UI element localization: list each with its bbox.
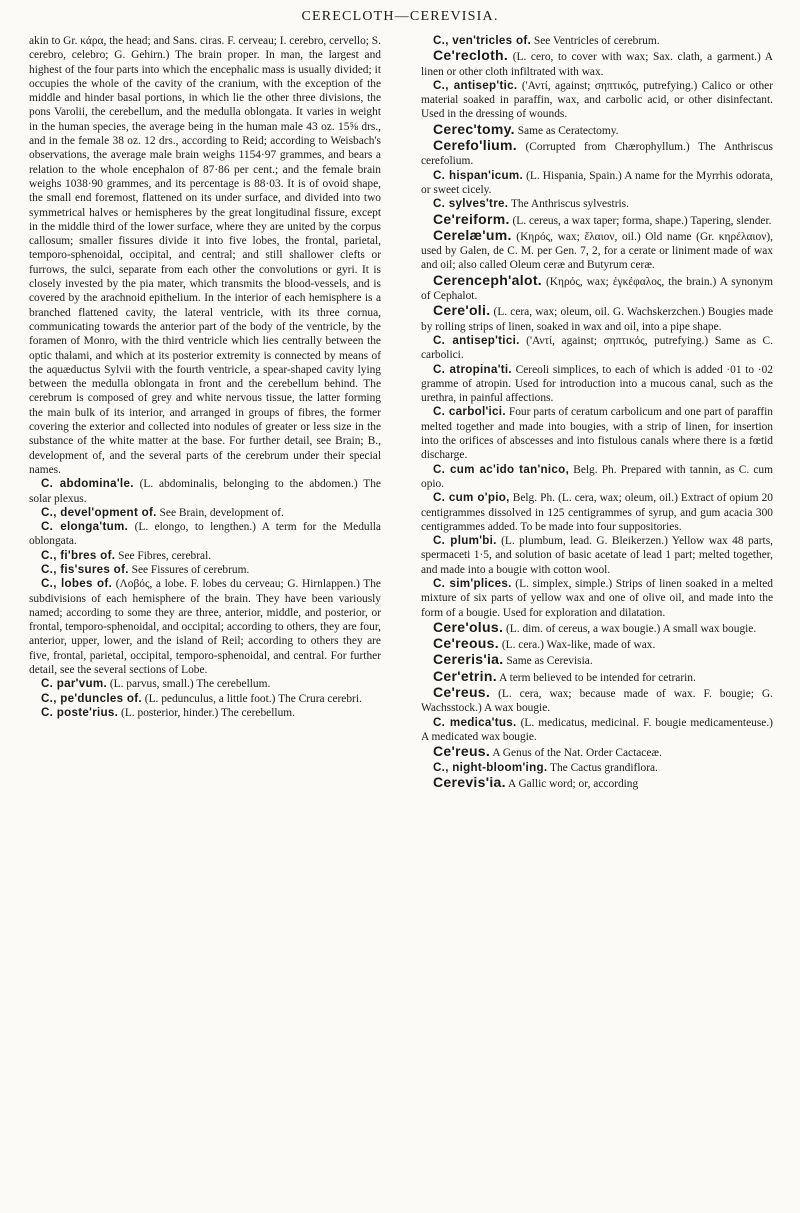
dictionary-entry: [421, 138, 773, 169]
entry-definition: See Fibres, cerebral.: [118, 549, 212, 562]
dictionary-entry: [421, 761, 773, 775]
entry-definition: (L. cero, to cover with wax; Sax. clath, a garment.) A linen or other cloth infiltrated with wax.: [421, 51, 773, 78]
entry-headword: C. par'vum.: [41, 677, 107, 691]
dictionary-entry: [421, 685, 773, 716]
dictionary-entry: [421, 363, 773, 406]
dictionary-entry: [421, 620, 773, 636]
entry-definition: (L. cera, wax; because made of wax. F. bougie; G. Wachsstock.) A wax bougie.: [421, 688, 773, 715]
entry-headword: C. carbol'ici.: [433, 405, 506, 419]
entry-headword: Cereris'ia.: [433, 651, 504, 668]
entry-definition: (L. posterior, hinder.) The cerebellum.: [121, 706, 295, 719]
entry-headword: C., devel'opment of.: [41, 505, 157, 519]
entry-headword: Cerevis'ia.: [433, 773, 506, 790]
entry-definition: (L. plumbum, lead. G. Bleikerzen.) Yellow wax 48 parts, spermaceti 1·5, and solution of basic acetate of lead 1 part; melted together, and made into a bougie with cotton wool.: [421, 535, 773, 576]
dictionary-entry: [29, 677, 381, 691]
dictionary-entry: [421, 669, 773, 685]
dictionary-entry: [29, 477, 381, 506]
entry-definition: See Ventricles of cerebrum.: [533, 35, 660, 47]
dictionary-entry: [421, 744, 773, 760]
entry-headword: Cerelæ'um.: [433, 226, 512, 243]
dictionary-entry: [421, 212, 773, 228]
entry-headword: Cerenceph'alot.: [433, 271, 542, 288]
entry-headword: C., ven'tricles of.: [433, 34, 532, 47]
entry-definition: Belg. Ph. Prepared with tannin, as C. cum opio.: [421, 463, 773, 490]
dictionary-entry: [421, 775, 773, 791]
entry-headword: C., antisep'tic.: [433, 78, 518, 92]
dictionary-entry: [421, 169, 773, 198]
entry-definition: (L. dim. of cereus, a wax bougie.) A small wax bougie.: [506, 622, 757, 635]
dictionary-entry: [29, 34, 381, 477]
entry-definition: Same as Ceratectomy.: [517, 124, 619, 137]
dictionary-entry: [29, 706, 381, 720]
entry-definition: Cereoli simplices, to each of which is added ·01 to ·02 gramme of atropin. Used for introduction into a mucous canal, such as the urethra, in painful affections.: [421, 363, 773, 405]
entry-definition: akin to Gr. κάρα, the head; and Sans. ciras. F. cerveau; I. cerebro, cervello; S. cerebro, celebro; G. Gehirn.) The brain proper. In man, the largest and highest of the four parts into which the encephalic mass is usually divided; it occupies the whole of the cavity of the cranium, with the exception of the middle and hinder basal portions, in which lie the other three divisions, the pons Varolii, the cerebellum, and the medulla oblongata. It varies in weight in the human species, the average being in the human male 43 oz. 15⅝ drs., and in the female 38 oz. 12 drs., according to Reid; according to Weisbach's observations, the average male brain weighs 1154·97 grammes, and bears a relation to the whole encephalon of 87·86 per cent.; and the female brain weighs 1038·90 grammes, and its percentage is 88·03. It is of ovoid shape, the small end foremost, flattened on its under surface, and divided into two symmetrical halves or hemispheres by the great longitudinal fissure, except in the middle third of the lower surface, where they are united by the corpus callosum; smaller fissures divide it into five lobes, the frontal, parietal, temporo-sphenoidal, occipital, and central; and still shallower clefts or furrows, the sulci, separate from each other the convolutions or gyri. It is closely invested by the pia mater, which transmits the blood-vessels, and is covered by the arachnoid epithelium. In the interior of each hemisphere is a branched flattened cavity, the lateral ventricle, with its three cornua, communicating towards the anterior part of the body of the ventricle, by the foramen of Monro, with the third ventricle which lies centrally between the optic thalami, and which at its posterior extremity is connected by means of the aquæductus Sylvii with the fourth ventricle, a spear-shaped cavity lying between the medulla oblongata in front and the cerebellum behind. The cerebrum is composed of grey and white nervous tissue, the latter forming the main bulk of its interior, and arranged in groups of fibres, the former covering the exterior and collected into nodules of greater or less size in the substance of the white matter at the base. For further detail, see Brain; B., development of, and the several parts of the cerebrum under their special names.: [29, 35, 381, 476]
entry-headword: Ce'recloth.: [433, 47, 509, 64]
entry-headword: Cerec'tomy.: [433, 120, 515, 137]
entry-headword: C. poste'rius.: [41, 705, 119, 719]
entry-definition: (L. pedunculus, a little foot.) The Crura cerebri.: [144, 692, 362, 705]
entry-headword: C., pe'duncles of.: [41, 691, 142, 705]
dictionary-entry: [421, 334, 773, 363]
entry-headword: C., lobes of.: [41, 577, 113, 591]
entry-definition: (L. elongo, to lengthen.) A term for the Medulla oblongata.: [29, 521, 381, 548]
dictionary-entry: [421, 273, 773, 304]
entry-definition: (L. cera, wax; oleum, oil. G. Wachskerzchen.) Bougies made by rolling strips of linen, soaked in wax and oil, into a pipe shape.: [421, 306, 773, 333]
dictionary-entry: [421, 303, 773, 334]
entry-headword: Ce'reus.: [433, 684, 491, 701]
entry-headword: C., fi'bres of.: [41, 548, 116, 562]
entry-headword: Cerefo'lium.: [433, 137, 517, 154]
entry-definition: (L. Hispania, Spain.) A name for the Myrrhis odorata, or sweet cicely.: [421, 169, 773, 196]
entry-headword: C. antisep'tici.: [433, 333, 520, 347]
entry-definition: (Κηρός, wax; ἐγκέφαλος, the brain.) A synonym of Cephalot.: [421, 275, 773, 303]
entry-headword: Cer'etrin.: [433, 667, 497, 684]
entry-headword: Cere'oli.: [433, 302, 491, 319]
dictionary-entry: [421, 491, 773, 534]
dictionary-entry: [421, 228, 773, 273]
entry-definition: The Anthriscus sylvestris.: [510, 198, 629, 211]
entry-headword: C. cum o'pio,: [433, 491, 510, 505]
entry-definition: (L. cera.) Wax-like, made of wax.: [501, 639, 656, 652]
entry-headword: Ce'reiform.: [433, 210, 510, 227]
entry-definition: (L. abdominalis, belonging to the abdomen.) The solar plexus.: [29, 478, 381, 505]
entry-definition: A Gallic word; or, according: [508, 777, 639, 790]
entry-definition: (L. simplex, simple.) Strips of linen soaked in a melted mixture of six parts of yellow wax and one of olive oil, and made into the form of a bougie. Used for exploration and dilatation.: [421, 577, 773, 619]
entry-headword: C. medica'tus.: [433, 715, 517, 729]
dictionary-entry: [29, 692, 381, 706]
dictionary-entry: [29, 520, 381, 549]
entry-headword: Ce'reous.: [433, 635, 499, 652]
entry-headword: C. plum'bi.: [433, 534, 497, 548]
running-head: CERECLOTH—CEREVISIA.: [301, 9, 499, 24]
dictionary-entry: [421, 534, 773, 577]
entry-headword: C. cum ac'ido tan'nico,: [433, 462, 570, 476]
entry-headword: C. abdomina'le.: [41, 477, 134, 491]
entry-definition: Same as Cerevisia.: [506, 655, 593, 668]
entry-definition: (Κηρός, wax; ἔλαιον, oil.) Old name (Gr. κηρέλαιον), used by Galen, de C. M. per Gen. 7, 2, for a cerate or liniment made of wax and oil; also called Oleum ceræ and Butyrum ceræ.: [421, 230, 773, 272]
entry-headword: C. elonga'tum.: [41, 520, 129, 534]
dictionary-entry: [421, 122, 773, 138]
left-column: [29, 34, 381, 1204]
entry-definition: Four parts of ceratum carbolicum and one part of paraffin melted together and made into bougies, with a strip of linen, for insertion into the orifices of abscesses and into fistulous canals where there is a fœtid discharge.: [421, 406, 773, 462]
dictionary-entry: [421, 79, 773, 122]
dictionary-entry: [421, 463, 773, 492]
entry-headword: C., fis'sures of.: [41, 562, 129, 576]
dictionary-entry: [421, 636, 773, 652]
entry-headword: Cere'olus.: [433, 618, 504, 635]
entry-headword: C. sim'plices.: [433, 576, 512, 590]
entry-definition: (L. parvus, small.) The cerebellum.: [109, 678, 271, 691]
dictionary-entry: [421, 34, 773, 48]
entry-definition: A Genus of the Nat. Order Cactaceæ.: [492, 747, 662, 760]
entry-definition: A term believed to be intended for cetrarin.: [499, 671, 696, 684]
dictionary-entry: [421, 652, 773, 668]
entry-headword: Ce'reus.: [433, 743, 491, 760]
entry-headword: C. hispan'icum.: [433, 168, 523, 182]
entry-headword: C. sylves'tre.: [433, 197, 509, 211]
entry-definition: (L. cereus, a wax taper; forma, shape.) Tapering, slender.: [512, 214, 772, 227]
entry-definition: ('Αντί, against; σηπτικός, putrefying.) Same as C. carbolici.: [421, 334, 773, 362]
entry-headword: C., night-bloom'ing.: [433, 760, 548, 774]
entry-definition: ('Αντί, against; σηπτικός, putrefying.) Calico or other material soaked in paraffin, wax, and carbolic acid, or other disinfectant. Used in the dressing of wounds.: [421, 79, 773, 121]
dictionary-entry: [421, 48, 773, 79]
entry-headword: C. atropina'ti.: [433, 362, 512, 376]
dictionary-entry: [421, 405, 773, 462]
dictionary-entry: [421, 716, 773, 745]
entry-definition: See Brain, development of.: [159, 506, 284, 519]
dictionary-entry: [421, 197, 773, 211]
entry-definition: (L. medicatus, medicinal. F. bougie medicamenteuse.) A medicated wax bougie.: [421, 716, 773, 743]
dictionary-entry: [29, 563, 381, 577]
entry-definition: (Λοβός, a lobe. F. lobes du cerveau; G. Hirnlappen.) The subdivisions of each hemisphere of the brain. They have been variously named; according to some they are three, anterior, middle, and posterior, or frontal, temporo-sphenoidal, and occipital; according to others, they are four, anterior, upper, lower, and the island of Reil; according to others they are five, frontal, parietal, occipital, temporo-sphenoidal, and central. For further detail, see the several sections of Lobe.: [29, 578, 381, 677]
entry-definition: See Fissures of cerebrum.: [131, 563, 250, 576]
dictionary-entry: [421, 577, 773, 620]
dictionary-entry: [29, 549, 381, 563]
dictionary-entry: [29, 506, 381, 520]
entry-definition: (Corrupted from Chærophyllum.) The Anthriscus cerefolium.: [421, 141, 773, 168]
right-column: [421, 34, 773, 1204]
entry-definition: Belg. Ph. (L. cera, wax; oleum, oil.) Extract of opium 20 centigrammes dissolved in 125 centigrammes of syrup, and gum acacia 300 centigrammes added. To be made into four suppositories.: [421, 492, 773, 533]
dictionary-entry: [29, 577, 381, 677]
entry-definition: The Cactus grandiflora.: [550, 761, 658, 774]
